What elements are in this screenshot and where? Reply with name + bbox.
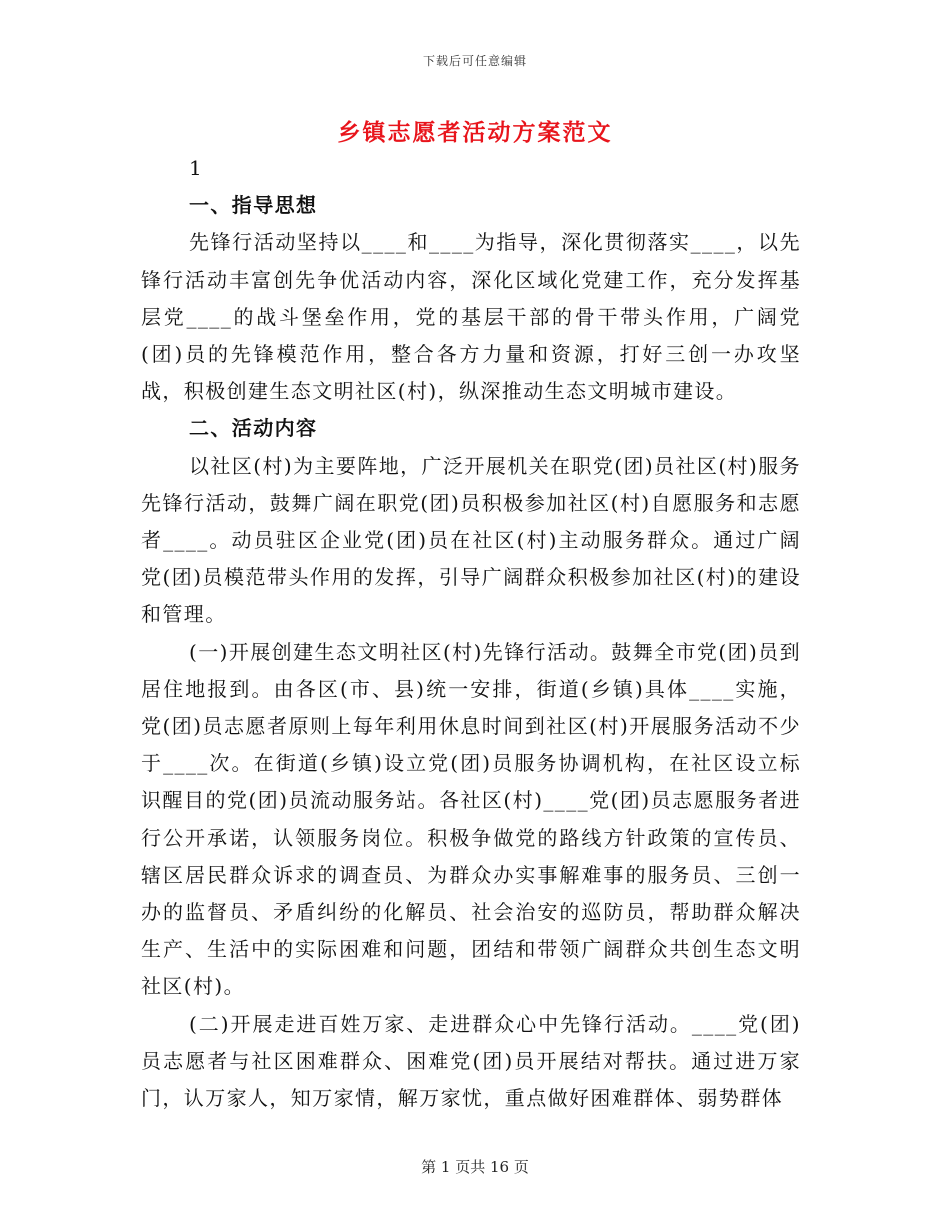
document-title: 乡镇志愿者活动方案范文 [337, 119, 613, 146]
paragraph-activity-two: (二)开展走进百姓万家、走进群众心中先锋行活动。____党(团)员志愿者与社区困难群众、困难党(团)员开展结对帮扶。通过进万家门，认万家人，知万家情，解万家忧，重点做好困难群体、弱势群体 [141, 1011, 801, 1111]
section-number: 1 [189, 156, 204, 180]
paragraph-activity-one: (一)开展创建生态文明社区(村)先锋行活动。鼓舞全市党(团)员到居住地报到。由各区(市、县)统一安排，街道(乡镇)具体____实施，党(团)员志愿者原则上每年利用休息时间到社区(村)开展服务活动不少于____次。在街道(乡镇)设立党(团)员服务协调机构，在社区设立标识醒目的党(团)员流动服务站。各社区(村)____党(团)员志愿服务者进行公开承诺，认领服务岗位。积极争做党的路线方针政策的宣传员、辖区居民群众诉求的调查员、为群众办实事解难事的服务员、三创一办的监督员、矛盾纠纷的化解员、社会治安的巡防员，帮助群众解决生产、生活中的实际困难和问题，团结和带领广阔群众共创生态文明社区(村)。 [141, 639, 801, 999]
paragraph-activity-intro: 以社区(村)为主要阵地，广泛开展机关在职党(团)员社区(村)服务先锋行活动，鼓舞广阔在职党(团)员积极参加社区(村)自愿服务和志愿者____。动员驻区企业党(团)员在社区(村)主动服务群众。通过广阔党(团)员模范带头作用的发挥，引导广阔群众积极参加社区(村)的建设和管理。 [141, 453, 801, 627]
document-body [141, 150, 801, 1117]
header-note: 下载后可任意编辑 [422, 54, 527, 68]
section-heading-activity-content: 二、活动内容 [189, 416, 318, 441]
section-heading-guiding-thought: 一、指导思想 [189, 193, 318, 218]
paragraph-guiding-thought: 先锋行活动坚持以____和____为指导，深化贯彻落实____，以先锋行活动丰富创先争优活动内容，深化区域化党建工作，充分发挥基层党____的战斗堡垒作用，党的基层干部的骨干带头作用，广阔党(团)员的先锋模范作用，整合各方力量和资源，打好三创一办攻坚战，积极创建生态文明社区(村)，纵深推动生态文明城市建设。 [141, 230, 801, 404]
page-footer: 第 1 页共 16 页 [421, 1158, 529, 1176]
